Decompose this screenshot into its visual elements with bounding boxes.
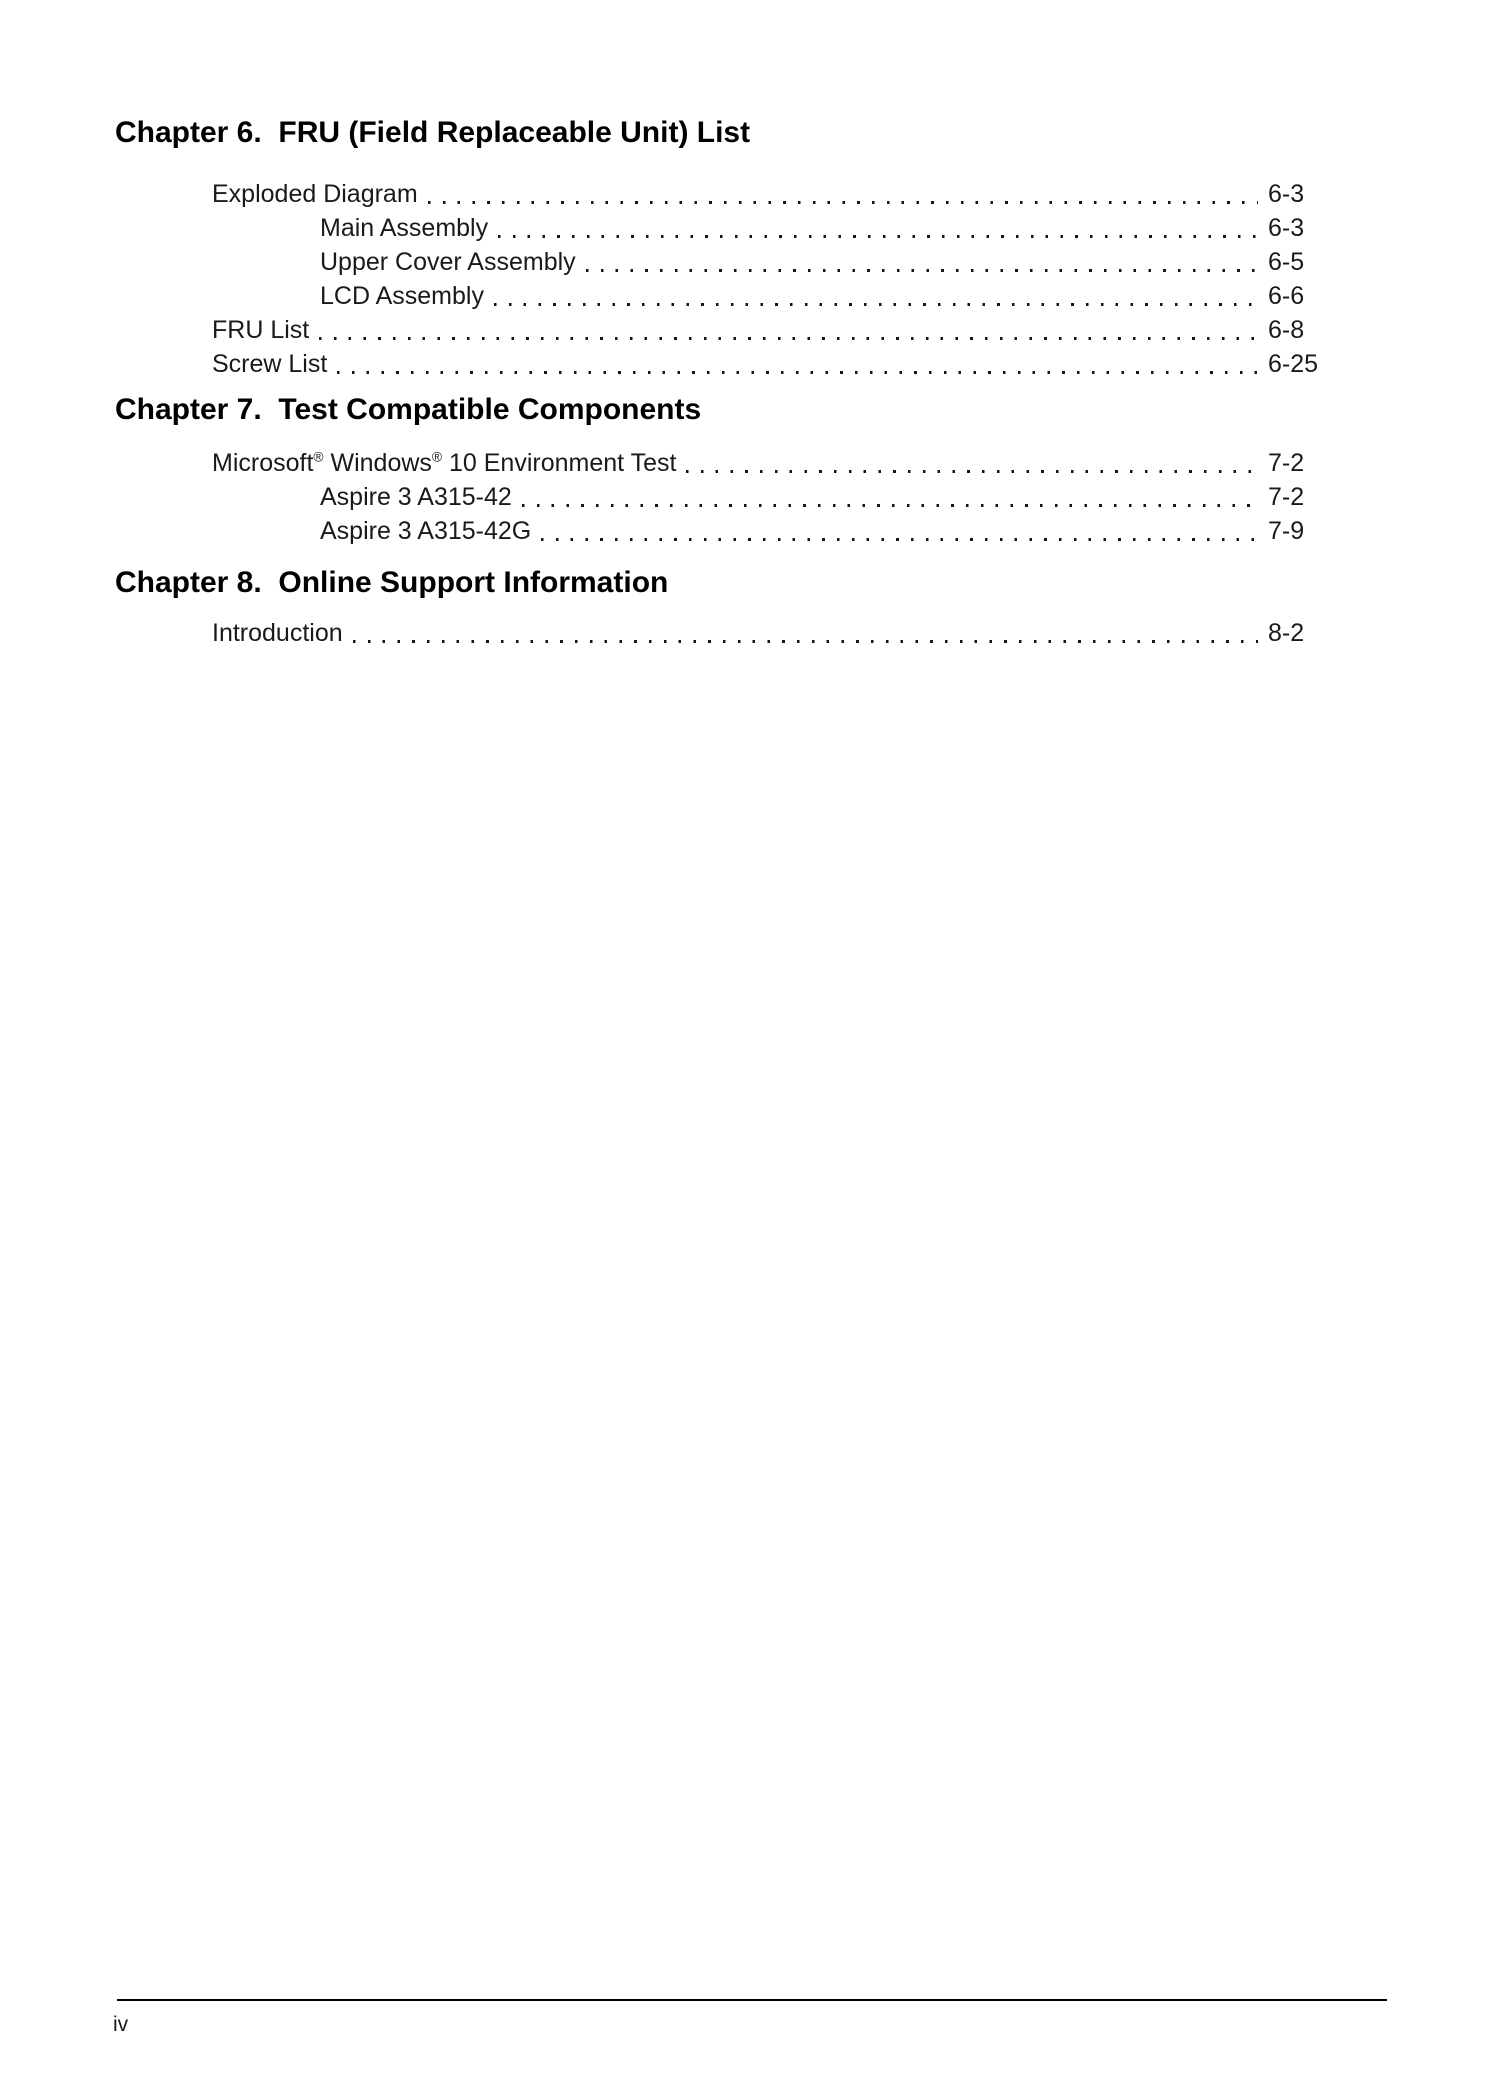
toc-entry-label: Screw List [212,350,328,378]
registered-trademark-symbol: ® [313,449,324,465]
dot-leader [541,538,1258,541]
toc-entry-label: Upper Cover Assembly [320,248,576,276]
toc-entry-lcd-assembly[interactable] [115,279,1330,313]
chapter-8-heading: Chapter 8. Online Support Information [115,566,669,599]
toc-entry-page: 6-6 [1268,282,1305,310]
toc-entry-label: Aspire 3 A315-42G [320,517,532,545]
toc-entry-exploded-diagram[interactable] [115,177,1330,211]
toc-entry-windows-environment-test[interactable] [115,446,1330,480]
toc-entry-main-assembly[interactable] [115,211,1330,245]
toc-entry-screw-list[interactable] [115,347,1330,381]
footer-rule [117,1999,1387,2001]
dot-leader [353,640,1258,643]
dot-leader [428,201,1258,204]
toc-content [0,0,1500,650]
chapter-8-section [115,565,1500,650]
toc-entry-page: 7-9 [1268,517,1305,545]
toc-entry-page: 6-3 [1268,214,1305,242]
toc-entry-page: 7-2 [1268,483,1305,511]
chapter-7-heading: Chapter 7. Test Compatible Components [115,393,702,426]
toc-entry-page: 6-3 [1268,180,1305,208]
chapter-7-toc-list [115,446,1330,548]
label-part: Microsoft [212,449,314,477]
chapter-6-heading: Chapter 6. FRU (Field Replaceable Unit) List [115,116,751,149]
toc-entry-label: Aspire 3 A315-42 [320,483,512,511]
chapter-7-section [115,392,1500,548]
toc-entry-aspire-a315-42[interactable] [115,480,1330,514]
chapter-8-toc-list [115,616,1330,650]
toc-entry-page: 6-25 [1268,350,1319,378]
dot-leader [522,504,1258,507]
toc-entry-introduction[interactable] [115,616,1330,650]
dot-leader [586,269,1258,272]
label-part: 10 Environment Test [442,449,677,477]
toc-entry-page: 6-8 [1268,316,1305,344]
toc-entry-label: Exploded Diagram [212,180,418,208]
page-number-footer: iv [113,2013,129,2036]
toc-entry-page: 8-2 [1268,619,1305,647]
dot-leader [498,235,1258,238]
label-part: Windows [323,449,432,477]
dot-leader [686,470,1258,473]
dot-leader [319,337,1258,340]
chapter-6-section [115,115,1500,381]
chapter-6-toc-list [115,177,1330,381]
dot-leader [494,303,1258,306]
registered-trademark-symbol: ® [431,449,443,465]
toc-entry-aspire-a315-42g[interactable] [115,514,1330,548]
toc-entry-fru-list[interactable] [115,313,1330,347]
toc-entry-upper-cover-assembly[interactable] [115,245,1330,279]
toc-entry-label: LCD Assembly [320,282,484,310]
toc-entry-page: 6-5 [1268,248,1305,276]
toc-entry-label: Main Assembly [320,214,489,242]
toc-entry-label: Introduction [212,619,343,647]
dot-leader [337,371,1258,374]
toc-entry-label [212,446,676,480]
toc-entry-label: FRU List [212,316,310,344]
toc-entry-page: 7-2 [1268,449,1305,477]
